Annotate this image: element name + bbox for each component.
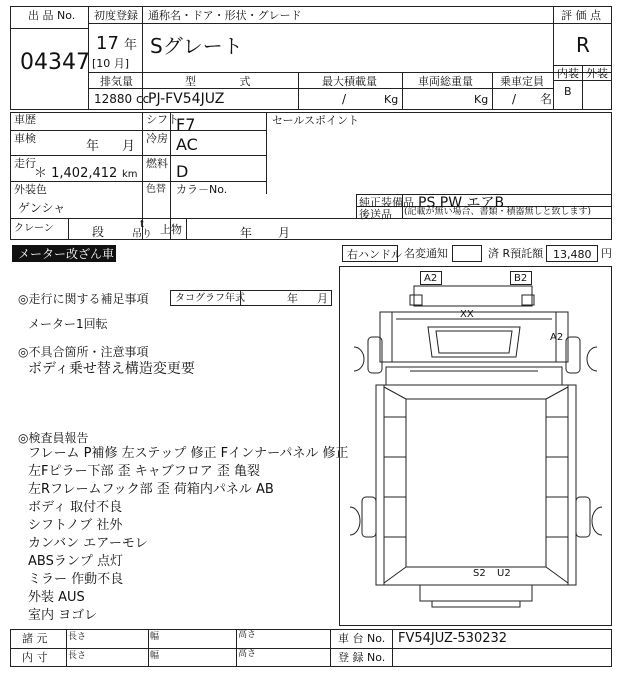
registration-month: [10 月] bbox=[92, 57, 130, 70]
color-change-label: 色替 bbox=[146, 184, 166, 195]
recycle-amount-box: 13,480 bbox=[546, 245, 598, 262]
capacity-value: / bbox=[512, 92, 517, 106]
chassis-number-value: FV54JUZ-530232 bbox=[398, 631, 508, 646]
report-line: 室内 ヨゴレ bbox=[28, 608, 98, 623]
registration-number-label: 登 録 No. bbox=[338, 651, 386, 664]
crane-hook-unit: 吊り bbox=[132, 229, 152, 240]
height-label-inner: 高さ bbox=[238, 649, 257, 659]
history-label: 車歴 bbox=[14, 113, 36, 126]
model-grade-label: 通称名・ドア・形状・グレード bbox=[148, 9, 302, 22]
report-line: 外装 AUS bbox=[28, 590, 85, 605]
model-code-value: PJ-FV54JUZ bbox=[148, 91, 225, 107]
report-line: カンバン エアーモレ bbox=[28, 536, 148, 551]
inspection-year-unit: 年 bbox=[86, 139, 100, 154]
name-change-label: 名変通知 bbox=[404, 247, 448, 260]
width-label: 幅 bbox=[150, 632, 160, 642]
crane-label: クレーン bbox=[14, 223, 54, 234]
report-line: ボディ 取付不良 bbox=[28, 500, 123, 515]
exterior-color-value: ゲンシャ bbox=[18, 201, 66, 215]
vehicle-damage-diagram bbox=[339, 266, 612, 626]
exterior-color-label: 外装色 bbox=[14, 183, 47, 196]
sales-point-label: セールスポイント bbox=[272, 114, 360, 127]
lot-number: 04347 bbox=[20, 50, 90, 75]
upper-body-month-unit: 月 bbox=[278, 226, 291, 240]
tampered-meter-badge: メーター改ざん車 bbox=[12, 245, 116, 262]
fuel-label: 燃料 bbox=[146, 157, 168, 170]
inspector-report-title: ◎検査員報告 bbox=[18, 431, 89, 445]
model-code-label: 型 式 bbox=[185, 75, 251, 88]
report-line: 左Fピラー下部 歪 キャブフロア 歪 亀裂 bbox=[28, 464, 261, 479]
recycle-label: 済 R預託額 bbox=[488, 247, 544, 260]
height-label: 高さ bbox=[238, 630, 257, 640]
crane-ton-unit: t bbox=[140, 219, 144, 230]
inspector-report-list bbox=[28, 446, 349, 627]
length-label: 長さ bbox=[68, 632, 87, 642]
inspection-label: 車検 bbox=[14, 132, 36, 145]
upper-body-label: 上物 bbox=[160, 223, 182, 236]
max-load-label: 最大積載量 bbox=[322, 75, 377, 88]
ac-value: AC bbox=[176, 135, 198, 154]
length-label-inner: 長さ bbox=[68, 651, 87, 661]
options-value: PS PW エアB bbox=[418, 195, 505, 211]
upper-body-year-unit: 年 bbox=[240, 226, 253, 240]
chassis-number-label: 車 台 No. bbox=[338, 632, 386, 645]
color-number-label: カラ－No. bbox=[176, 183, 228, 196]
report-line: シフトノブ 社外 bbox=[28, 518, 123, 533]
mileage-value: ＊ 1,402,412 bbox=[34, 166, 118, 181]
damage-mark-b2-top: B2 bbox=[510, 271, 532, 285]
report-line: ABSランプ 点灯 bbox=[28, 554, 123, 569]
displacement-value: 12880 cc bbox=[94, 92, 150, 106]
specs-label: 諸 元 bbox=[22, 632, 48, 645]
damage-mark-u2: U2 bbox=[497, 568, 511, 579]
tachograph-box: タコグラフ年式 年 月 bbox=[170, 290, 332, 306]
driving-note: メーター1回転 bbox=[28, 317, 108, 331]
capacity-label: 乗車定員 bbox=[500, 75, 544, 88]
evaluation-score: R bbox=[576, 33, 590, 57]
damage-mark-s2: S2 bbox=[473, 568, 486, 579]
interior-grade-label: 内装 bbox=[557, 67, 579, 80]
shift-value: F7 bbox=[176, 115, 196, 134]
options-label: 純正装備品 bbox=[359, 196, 414, 209]
grade-value: Sグレート bbox=[150, 34, 243, 58]
mileage-label: 走行 bbox=[14, 157, 36, 170]
report-line: ミラー 作動不良 bbox=[28, 572, 124, 587]
evaluation-label: 評 価 点 bbox=[561, 9, 601, 22]
registration-year: 17 bbox=[96, 33, 119, 54]
displacement-label: 排気量 bbox=[100, 75, 133, 88]
gross-weight-label: 車両総重量 bbox=[418, 75, 473, 88]
width-label-inner: 幅 bbox=[150, 651, 160, 661]
report-line: 左Rフレームフック部 歪 荷箱内パネル AB bbox=[28, 482, 274, 497]
report-line: フレーム P補修 左ステップ 修正 Fインナーパネル 修正 bbox=[28, 446, 349, 461]
aftermarket-note: (記載が無い場合、書類・積器無しと致します) bbox=[404, 207, 592, 217]
damage-mark-xx: XX bbox=[460, 309, 474, 320]
crane-stage-unit: 段 bbox=[92, 225, 105, 239]
damage-mark-a2-right: A2 bbox=[550, 332, 564, 343]
damage-mark-a2-top: A2 bbox=[420, 271, 442, 285]
defects-note: ボディ乗せ替え構造変更要 bbox=[28, 361, 195, 377]
ac-label: 冷房 bbox=[146, 132, 168, 145]
gross-weight-unit: Kg bbox=[474, 93, 489, 106]
defects-title: ◎不具合箇所・注意事項 bbox=[18, 345, 149, 359]
first-registration-label: 初度登録 bbox=[94, 9, 138, 22]
name-change-box bbox=[452, 245, 482, 262]
fuel-value: D bbox=[176, 162, 189, 181]
capacity-unit: 名 bbox=[540, 92, 553, 106]
aftermarket-label: 後送品 bbox=[359, 208, 392, 221]
max-load-value: / bbox=[342, 92, 347, 106]
driving-remarks-title: ◎走行に関する補足事項 bbox=[18, 292, 149, 306]
inner-dims-label: 内 寸 bbox=[22, 651, 48, 664]
inspection-month-unit: 月 bbox=[122, 139, 136, 154]
max-load-unit: Kg bbox=[384, 93, 399, 106]
right-hand-drive-box: 右ハンドル bbox=[342, 245, 398, 262]
mileage-unit: km bbox=[122, 169, 138, 180]
shift-label: シフト bbox=[146, 113, 179, 126]
registration-year-unit: 年 bbox=[124, 38, 138, 53]
recycle-unit: 円 bbox=[601, 247, 612, 260]
interior-grade-value: B bbox=[564, 85, 572, 98]
lot-label: 出 品 No. bbox=[28, 9, 76, 22]
exterior-grade-label: 外装 bbox=[586, 67, 608, 80]
